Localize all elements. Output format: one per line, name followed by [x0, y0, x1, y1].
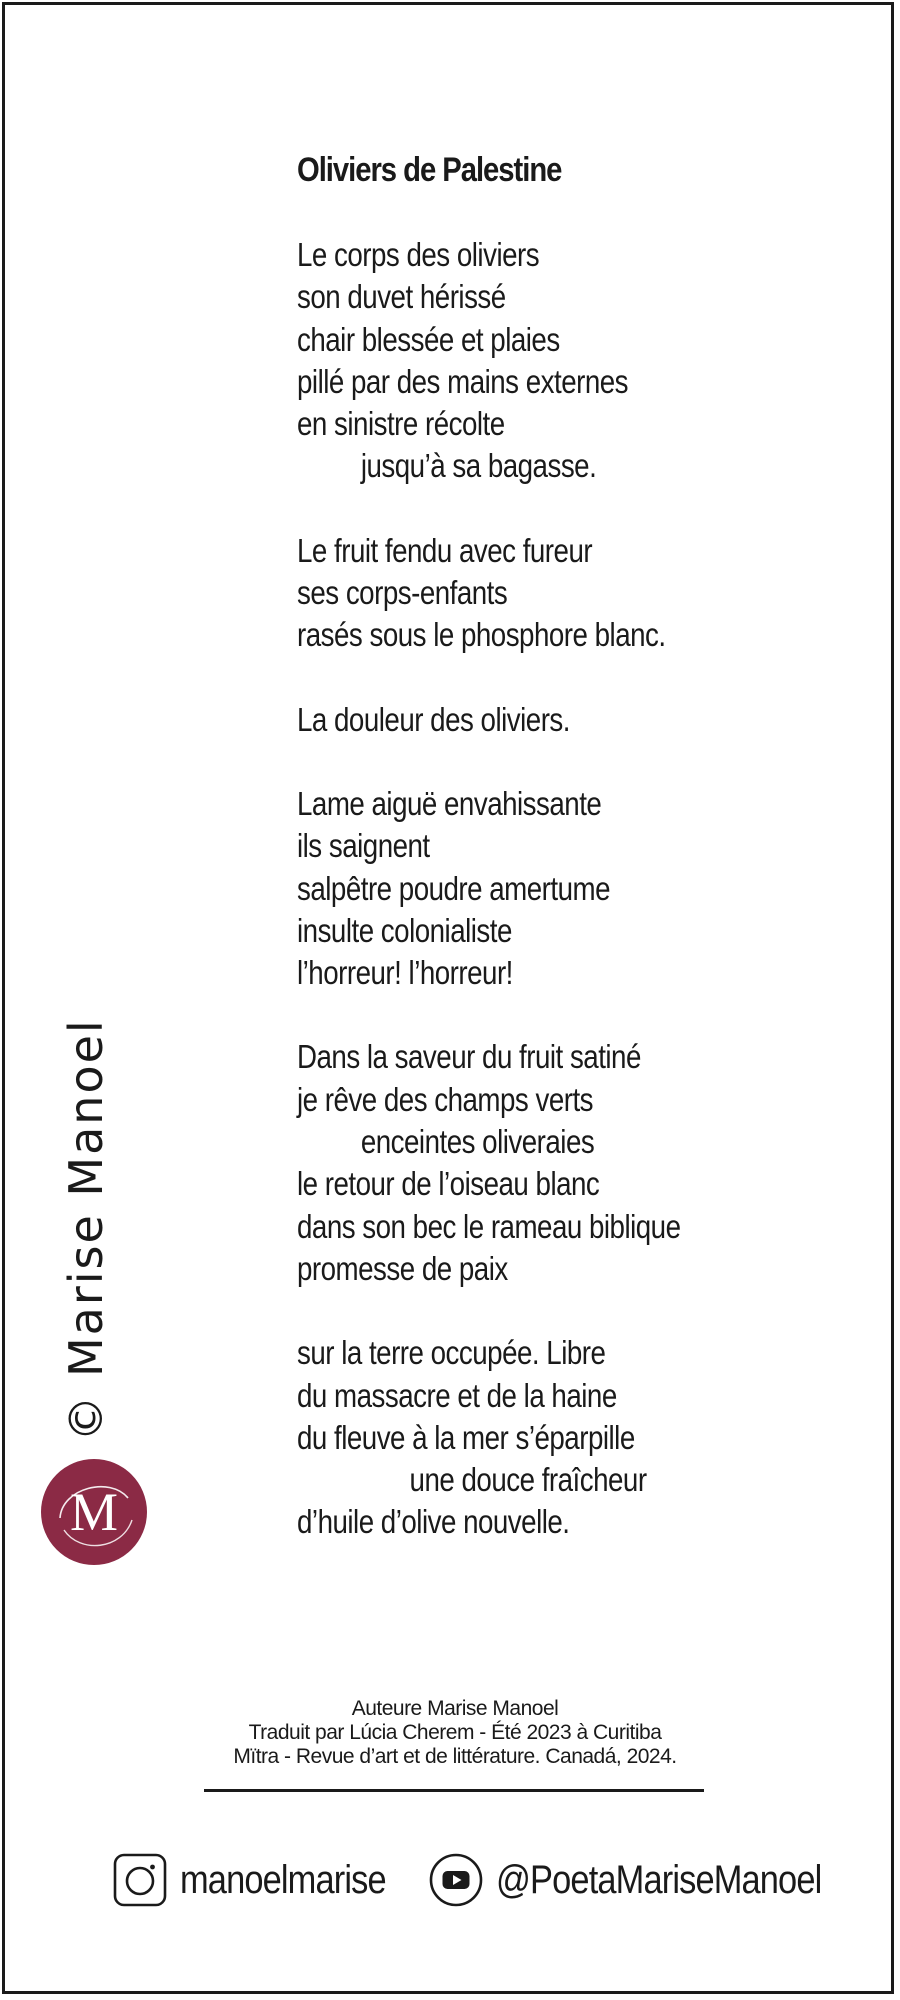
- logo-letter: M: [69, 1482, 119, 1542]
- poem-line: chair blessée et plaies: [297, 320, 560, 358]
- credits: [205, 1697, 705, 1769]
- poem-line-indented: jusqu’à sa bagasse.: [360, 447, 597, 485]
- youtube-icon: [428, 1852, 484, 1908]
- poem-line: ses corps-enfants: [297, 574, 508, 612]
- poem: [297, 150, 857, 1586]
- poem-line: Le corps des oliviers: [297, 236, 540, 273]
- poem-line: ils saignent: [297, 827, 430, 865]
- stanza-3: [297, 699, 857, 741]
- poem-line: Dans la saveur du fruit satiné: [297, 1038, 641, 1076]
- instagram-icon: [112, 1852, 168, 1908]
- stanza-5: [297, 1036, 857, 1290]
- poem-line-indented: une douce fraîcheur: [409, 1461, 647, 1499]
- poem-line: je rêve des champs verts: [297, 1080, 594, 1118]
- poem-line: Lame aiguë envahissante: [297, 784, 602, 822]
- poem-line: du massacre et de la haine: [297, 1376, 617, 1414]
- poem-line: promesse de paix: [297, 1249, 508, 1287]
- poem-title: Oliviers de Palestine: [297, 151, 562, 189]
- poem-line-indented: enceintes oliveraies: [360, 1123, 595, 1161]
- credits-author: Auteure Marise Manoel: [351, 1697, 559, 1720]
- poem-line: La douleur des oliviers.: [297, 700, 570, 738]
- credits-divider: [204, 1789, 704, 1792]
- stanza-2: [297, 530, 857, 657]
- author-signature: [61, 1020, 111, 1440]
- poem-line: Le fruit fendu avec fureur: [297, 531, 593, 569]
- poem-line: dans son bec le rameau biblique: [297, 1207, 681, 1245]
- stanza-6: [297, 1332, 857, 1543]
- credits-translator: Traduit par Lúcia Cherem - Été 2023 à Curitiba: [248, 1721, 662, 1744]
- poem-line: l’horreur! l’horreur!: [297, 954, 513, 992]
- author-signature-text: © Marise Manoel: [59, 1018, 113, 1442]
- youtube-link[interactable]: [428, 1850, 874, 1910]
- poem-line: sur la terre occupée. Libre: [297, 1334, 606, 1372]
- instagram-handle: manoelmarise: [180, 1857, 386, 1902]
- poem-line: d’huile d’olive nouvelle.: [297, 1503, 570, 1541]
- credits-publication: Mïtra - Revue d’art et de littérature. Canadá, 2024.: [233, 1745, 677, 1768]
- youtube-handle: @PoetaMariseManoel: [496, 1857, 822, 1902]
- poem-line: rasés sous le phosphore blanc.: [297, 616, 666, 654]
- stanza-1: [297, 234, 857, 488]
- instagram-link[interactable]: [112, 1850, 419, 1910]
- poem-line: le retour de l’oiseau blanc: [297, 1165, 600, 1203]
- poem-line: du fleuve à la mer s’éparpille: [297, 1418, 635, 1456]
- poem-line: insulte colonialiste: [297, 911, 512, 949]
- poem-line: salpêtre poudre amertume: [297, 869, 611, 907]
- author-logo-icon: [40, 1458, 148, 1566]
- poem-line: pillé par des mains externes: [297, 362, 629, 400]
- poem-line: son duvet hérissé: [297, 278, 506, 316]
- stanza-4: [297, 783, 857, 994]
- poem-line: en sinistre récolte: [297, 405, 505, 443]
